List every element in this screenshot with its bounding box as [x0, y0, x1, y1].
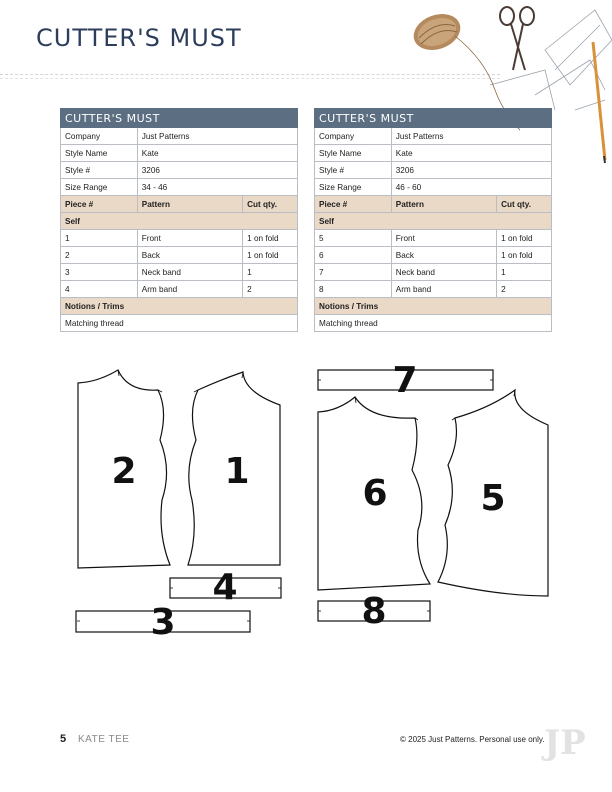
- size-range-label: Size Range: [315, 179, 392, 196]
- col-pattern-header: Pattern: [391, 196, 496, 213]
- style-name-value: Kate: [137, 145, 297, 162]
- cut-quantity: 1: [497, 264, 552, 281]
- table-row: [315, 230, 552, 247]
- page-number: 5: [60, 733, 67, 745]
- piece-label-3: 3: [150, 602, 176, 643]
- scissors-icon: [500, 7, 534, 70]
- style-name-value: Kate: [391, 145, 551, 162]
- pattern-name: Neck band: [391, 264, 496, 281]
- size-range-value: 46 - 60: [391, 179, 551, 196]
- cut-quantity: 1 on fold: [497, 230, 552, 247]
- style-number-value: 3206: [137, 162, 297, 179]
- pattern-name: Back: [391, 247, 496, 264]
- col-cut-header: Cut qty.: [243, 196, 298, 213]
- pattern-name: Arm band: [137, 281, 242, 298]
- piece-label-5: 5: [480, 478, 506, 519]
- piece-number: 8: [315, 281, 392, 298]
- company-label: Company: [315, 128, 392, 145]
- document-title: KATE TEE: [78, 734, 130, 745]
- piece-number: 7: [315, 264, 392, 281]
- col-pattern-header: Pattern: [137, 196, 242, 213]
- piece-number: 1: [61, 230, 138, 247]
- cut-quantity: 1 on fold: [243, 247, 298, 264]
- col-cut-header: Cut qty.: [497, 196, 552, 213]
- table-row: [315, 264, 552, 281]
- pattern-pieces-layout: [0, 355, 612, 645]
- pattern-name: Neck band: [137, 264, 242, 281]
- notions-section-label: Notions / Trims: [61, 298, 298, 315]
- pattern-name: Back: [137, 247, 242, 264]
- piece-number: 5: [315, 230, 392, 247]
- table-header: CUTTER'S MUST: [315, 109, 552, 128]
- cut-quantity: 1: [243, 264, 298, 281]
- notions-value: Matching thread: [315, 315, 552, 332]
- company-label: Company: [61, 128, 138, 145]
- table-row: [61, 281, 298, 298]
- piece-number: 3: [61, 264, 138, 281]
- pattern-name: Front: [137, 230, 242, 247]
- notions-section-label: Notions / Trims: [315, 298, 552, 315]
- piece-label-1: 1: [224, 451, 250, 492]
- self-section-label: Self: [61, 213, 298, 230]
- pattern-name: Front: [391, 230, 496, 247]
- cut-quantity: 2: [243, 281, 298, 298]
- piece-label-7: 7: [392, 360, 418, 401]
- table-row: [61, 230, 298, 247]
- piece-label-8: 8: [361, 591, 387, 632]
- size-range-value: 34 - 46: [137, 179, 297, 196]
- cut-quantity: 1 on fold: [497, 247, 552, 264]
- cut-quantity: 2: [497, 281, 552, 298]
- table-row: [61, 264, 298, 281]
- company-value: Just Patterns: [137, 128, 297, 145]
- style-number-label: Style #: [61, 162, 138, 179]
- style-number-value: 3206: [391, 162, 551, 179]
- pattern-name: Arm band: [391, 281, 496, 298]
- piece-label-6: 6: [362, 473, 388, 514]
- col-piece-header: Piece #: [61, 196, 138, 213]
- style-name-label: Style Name: [315, 145, 392, 162]
- jp-logo: JP: [544, 723, 586, 763]
- table-header: CUTTER'S MUST: [61, 109, 298, 128]
- self-section-label: Self: [315, 213, 552, 230]
- pencil-icon: [593, 42, 605, 163]
- piece-number: 4: [61, 281, 138, 298]
- piece-number: 6: [315, 247, 392, 264]
- company-value: Just Patterns: [391, 128, 551, 145]
- table-row: [61, 247, 298, 264]
- cut-quantity: 1 on fold: [243, 230, 298, 247]
- cutters-must-table-left: [60, 108, 298, 332]
- copyright-notice: © 2025 Just Patterns. Personal use only.: [400, 735, 545, 744]
- col-piece-header: Piece #: [315, 196, 392, 213]
- table-row: [315, 247, 552, 264]
- style-name-label: Style Name: [61, 145, 138, 162]
- notions-value: Matching thread: [61, 315, 298, 332]
- piece-number: 2: [61, 247, 138, 264]
- size-range-label: Size Range: [61, 179, 138, 196]
- cutters-must-table-right: [314, 108, 552, 332]
- piece-label-2: 2: [111, 451, 137, 492]
- table-row: [315, 281, 552, 298]
- piece-label-4: 4: [212, 567, 238, 608]
- page-title: CUTTER'S MUST: [36, 24, 242, 52]
- style-number-label: Style #: [315, 162, 392, 179]
